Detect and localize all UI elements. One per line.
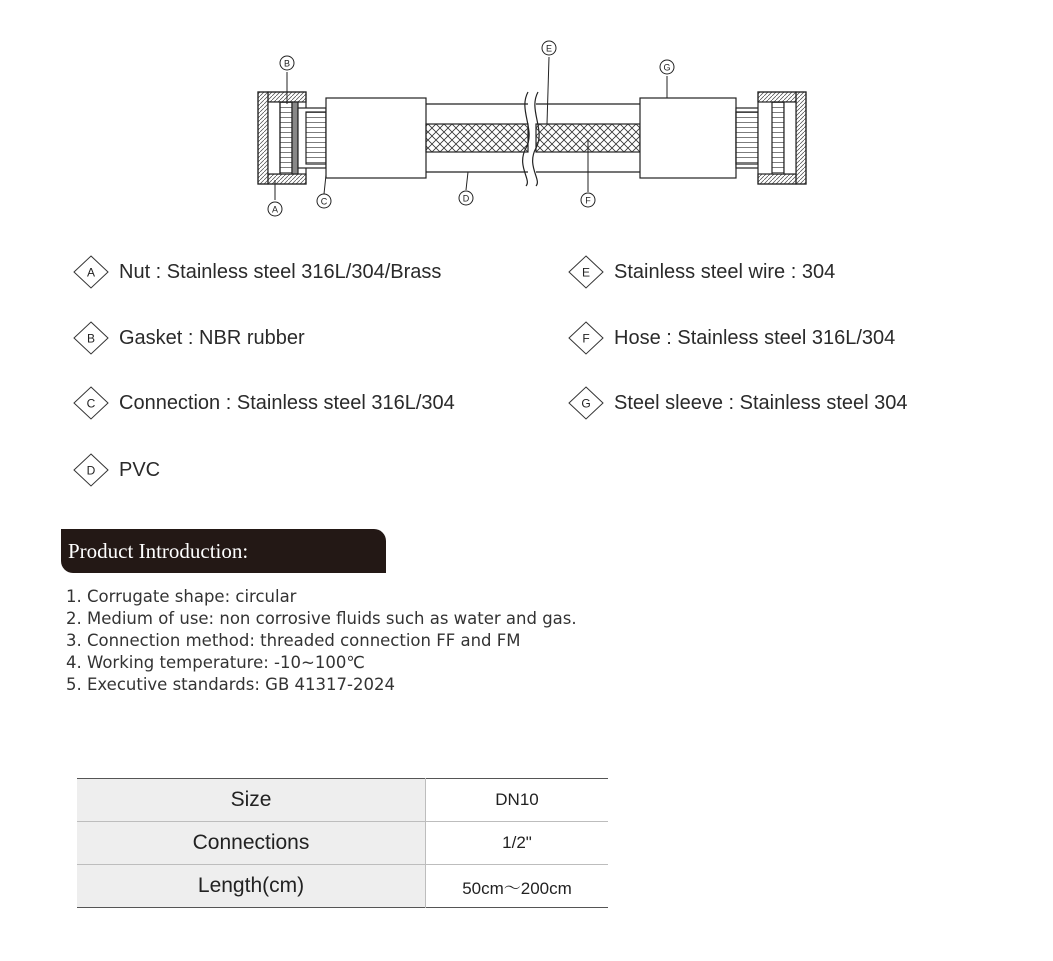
callout-c <box>317 194 331 208</box>
table-row <box>77 865 608 908</box>
legend-item-c <box>73 386 455 420</box>
svg-text:C: C <box>320 196 328 207</box>
svg-text:B: B <box>86 331 96 346</box>
legend-text: Gasket : NBR rubber <box>119 326 305 349</box>
legend-item-d <box>73 453 160 487</box>
svg-text:A: A <box>271 204 279 215</box>
diamond-icon <box>73 255 109 289</box>
diamond-icon <box>568 255 604 289</box>
product-intro-title: Product Introduction: <box>68 539 249 563</box>
legend-text: PVC <box>119 458 161 481</box>
callout-f <box>581 193 595 207</box>
svg-text:D: D <box>462 193 470 204</box>
svg-text:D: D <box>86 463 96 478</box>
product-intro-header <box>61 529 386 573</box>
right-nut <box>758 92 806 184</box>
spec-label: Connections <box>77 822 426 865</box>
product-intro-list <box>66 586 577 696</box>
callout-b <box>280 56 294 70</box>
list-item: 5. Executive standards: GB 41317-2024 <box>66 675 395 694</box>
spec-table <box>77 778 608 908</box>
diamond-icon <box>73 453 109 487</box>
legend-text: Connection : Stainless steel 316L/304 <box>119 391 455 414</box>
legend-text: Steel sleeve : Stainless steel 304 <box>614 391 908 414</box>
diamond-icon <box>73 386 109 420</box>
svg-text:E: E <box>545 43 553 54</box>
legend-item-e <box>568 255 835 289</box>
spec-label: Length(cm) <box>77 865 426 908</box>
svg-text:F: F <box>582 331 590 346</box>
callout-a <box>268 202 282 216</box>
list-item: 3. Connection method: threaded connection FF and FM <box>66 631 521 650</box>
diamond-icon <box>568 321 604 355</box>
legend-text: Hose : Stainless steel 316L/304 <box>614 326 896 349</box>
list-item: 1. Corrugate shape: circular <box>66 587 297 606</box>
spec-value: 1/2" <box>426 822 609 865</box>
svg-text:A: A <box>86 265 96 280</box>
legend-item-a <box>73 255 441 289</box>
legend-item-g <box>568 386 908 420</box>
left-sleeve <box>326 98 426 178</box>
right-sleeve <box>640 98 736 178</box>
list-item: 2. Medium of use: non corrosive fluids such as water and gas. <box>66 609 577 628</box>
svg-text:C: C <box>86 396 96 411</box>
list-item: 4. Working temperature: -10~100℃ <box>66 653 365 672</box>
spec-value: DN10 <box>426 779 609 822</box>
svg-text:G: G <box>663 62 671 73</box>
legend-text: Stainless steel wire : 304 <box>614 260 836 283</box>
svg-text:E: E <box>581 265 591 280</box>
svg-text:B: B <box>283 58 291 69</box>
callout-d <box>459 191 473 205</box>
hose-assembly-diagram <box>0 0 1053 230</box>
table-row <box>77 822 608 865</box>
legend-item-b <box>73 321 305 355</box>
table-row <box>77 779 608 822</box>
legend-item-f <box>568 321 895 355</box>
callout-e <box>542 41 556 55</box>
legend-text: Nut : Stainless steel 316L/304/Brass <box>119 260 442 283</box>
svg-text:F: F <box>585 195 591 206</box>
callout-g <box>660 60 674 74</box>
pvc-tube-left <box>426 104 528 172</box>
diamond-icon <box>568 386 604 420</box>
spec-label: Size <box>77 779 426 822</box>
spec-value: 50cm～200cm <box>426 865 609 908</box>
left-gasket <box>292 102 298 174</box>
svg-text:G: G <box>581 396 591 411</box>
diamond-icon <box>73 321 109 355</box>
left-connection <box>298 108 326 168</box>
